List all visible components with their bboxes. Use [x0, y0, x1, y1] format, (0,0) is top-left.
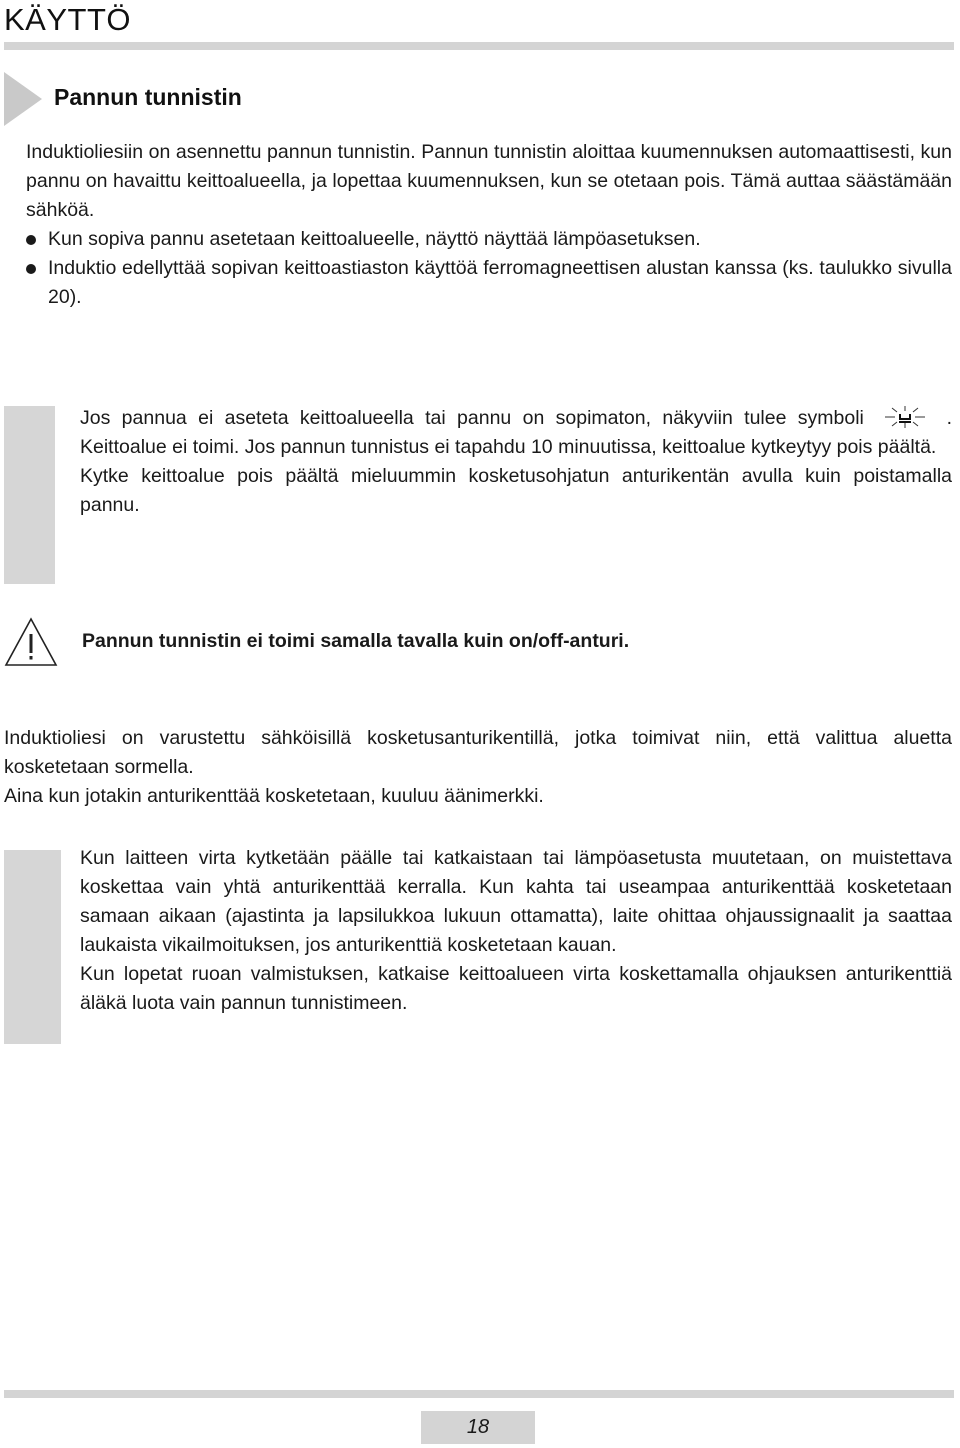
header-rule — [4, 42, 954, 50]
note-marker-bar — [4, 850, 61, 1044]
page-number: 18 — [421, 1411, 535, 1444]
bullet-icon — [26, 235, 36, 245]
note1-text-b: . Keittoalue ei toimi. Jos pannun tunnistus ei tapahdu 10 minuutissa, keittoalue kytkeytyy pois päältä. — [80, 407, 952, 458]
bullet-item — [26, 254, 952, 312]
touch-text-2: Aina kun jotakin anturikenttää kosketetaan, kuuluu äänimerkki. — [4, 785, 544, 807]
footer-rule — [4, 1390, 954, 1398]
intro-paragraph: Induktioliesiin on asennettu pannun tunnistin. Pannun tunnistin aloittaa kuumennuksen automaattisesti, kun pannu on havaittu keittoalueella, ja lopettaa kuumennuksen, kun se otetaan pois. Tämä auttaa säästämään sähköä. — [26, 141, 952, 221]
warning-triangle-icon — [4, 616, 58, 668]
section-arrow-icon — [4, 72, 42, 126]
page-title: KÄYTTÖ — [4, 2, 132, 37]
note2-text-2: Kun lopetat ruoan valmistuksen, katkaise keittoalueen virta koskettamalla ohjauksen anturikenttiä äläkä luota vain pannun tunnistimeen. — [80, 963, 952, 1014]
note-block-2 — [80, 844, 952, 1018]
bullet-item — [26, 225, 952, 254]
note1-text-c: Kytke keittoalue pois päältä mieluummin kosketusohjatun anturikentän avulla kuin poistamalla pannu. — [80, 465, 952, 516]
touch-text-1: Induktioliesi on varustettu sähköisillä kosketusanturikentillä, jotka toimivat niin, että valittua aluetta kosketetaan sormella. — [4, 727, 952, 778]
pan-missing-flashing-icon — [875, 406, 935, 428]
section-title: Pannun tunnistin — [54, 84, 242, 110]
bullet-icon — [26, 264, 36, 274]
note2-text-1: Kun laitteen virta kytketään päälle tai katkaistaan tai lämpöasetusta muutetaan, on muistettava koskettaa vain yhtä anturikenttää kerralla. Kun kahta tai useampaa anturikenttää kosketetaan samaan aikaan (ajastinta ja lapsilukkoa lukuun ottamatta), laite ohittaa ohjaussignaalit ja saattaa laukaista vikailmoituksen, jos anturikenttiä kosketetaan kauan. — [80, 847, 952, 956]
touch-block — [4, 724, 952, 811]
bullet-text: Induktio edellyttää sopivan keittoastiaston käyttöä ferromagneettisen alustan kanssa (ks. taulukko sivulla 20). — [48, 257, 952, 308]
note-marker-bar — [4, 406, 55, 584]
bullet-text: Kun sopiva pannu asetetaan keittoalueelle, näyttö näyttää lämpöasetuksen. — [48, 228, 701, 250]
note-block-1 — [80, 404, 952, 520]
note1-text-a: Jos pannua ei aseteta keittoalueella tai pannu on sopimaton, näkyviin tulee symboli — [80, 407, 864, 429]
intro-block — [26, 138, 952, 312]
warning-text: Pannun tunnistin ei toimi samalla tavalla kuin on/off-anturi. — [82, 630, 630, 652]
